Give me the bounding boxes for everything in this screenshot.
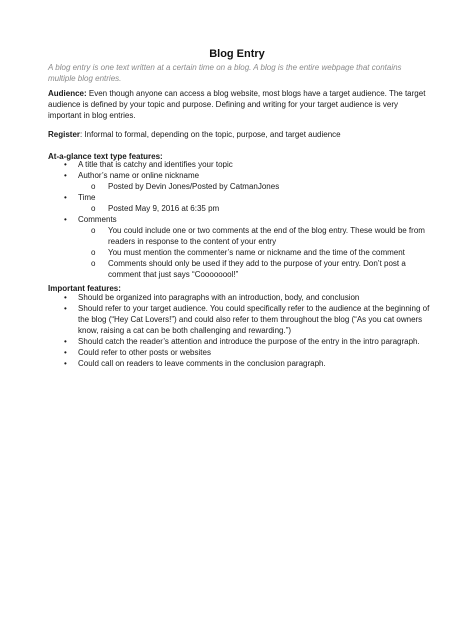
sub-list-item xyxy=(74,247,436,258)
sub-list xyxy=(78,225,436,280)
glance-heading: At-a-glance text type features: xyxy=(48,152,163,161)
list-item-text: Comments xyxy=(78,215,117,224)
audience-paragraph xyxy=(48,88,432,121)
register-paragraph xyxy=(48,129,432,140)
bullet-icon: • xyxy=(64,304,67,313)
sub-bullet-icon: o xyxy=(91,204,96,213)
sub-bullet-icon: o xyxy=(91,259,96,268)
sub-list-item-text: You could include one or two comments at the end of the blog entry. These would be from readers in response to the content of your entry xyxy=(108,226,425,246)
sub-bullet-icon: o xyxy=(91,182,96,191)
register-text: : Informal to formal, depending on the topic, purpose, and target audience xyxy=(80,130,341,139)
sub-list-item-text: Comments should only be used if they add to the purpose of your entry. Don’t post a comment that just says “Coooooool!” xyxy=(108,259,406,279)
sub-list-item xyxy=(74,181,436,192)
sub-list-item xyxy=(74,203,436,214)
list-item xyxy=(48,336,436,347)
list-item xyxy=(48,170,436,192)
sub-list-item-text: You must mention the commenter’s name or nickname and the time of the comment xyxy=(108,248,405,257)
bullet-icon: • xyxy=(64,348,67,357)
sub-list xyxy=(78,181,436,192)
audience-label: Audience: xyxy=(48,89,87,98)
list-item-text: Should be organized into paragraphs with an introduction, body, and conclusion xyxy=(78,293,360,302)
list-item-text: Should refer to your target audience. You could specifically refer to the audience at the beginning of the blog (“Hey Cat Lovers!”) and could also refer to them throughout the blog (“As you cat owners know, raising a cat can be both challenging and rewarding.”) xyxy=(78,304,430,335)
glance-list xyxy=(48,159,436,280)
bullet-icon: • xyxy=(64,337,67,346)
sub-list-item xyxy=(74,225,436,247)
sub-bullet-icon: o xyxy=(91,248,96,257)
bullet-icon: • xyxy=(64,293,67,302)
sub-list-item-text: Posted May 9, 2016 at 6:35 pm xyxy=(108,204,220,213)
audience-text: Even though anyone can access a blog website, most blogs have a target audience. The target audience is defined by your topic and purpose. Defining and writing for your target audience is very important in blog entries. xyxy=(48,89,426,120)
list-item xyxy=(48,347,436,358)
page-title: Blog Entry xyxy=(209,48,265,60)
list-item xyxy=(48,303,436,336)
register-label: Register xyxy=(48,130,81,139)
important-list xyxy=(48,292,436,369)
list-item-text: Author’s name or online nickname xyxy=(78,171,200,180)
sub-list-item xyxy=(74,258,436,280)
list-item xyxy=(48,159,436,170)
bullet-icon: • xyxy=(64,160,67,169)
important-heading: Important features: xyxy=(48,284,121,293)
list-item xyxy=(48,358,436,369)
bullet-icon: • xyxy=(64,359,67,368)
sub-list xyxy=(78,203,436,214)
list-item xyxy=(48,292,436,303)
bullet-icon: • xyxy=(64,171,67,180)
subtitle: A blog entry is one text written at a certain time on a blog. A blog is the entire webpage that contains multiple blog entries. xyxy=(48,63,402,83)
list-item xyxy=(48,214,436,280)
sub-bullet-icon: o xyxy=(91,226,96,235)
bullet-icon: • xyxy=(64,193,67,202)
list-item-text: Could refer to other posts or websites xyxy=(78,348,211,357)
list-item-text: Should catch the reader’s attention and introduce the purpose of the entry in the intro paragraph. xyxy=(78,337,420,346)
list-item-text: Time xyxy=(78,193,96,202)
list-item-text: Could call on readers to leave comments in the conclusion paragraph. xyxy=(78,359,326,368)
list-item xyxy=(48,192,436,214)
bullet-icon: • xyxy=(64,215,67,224)
sub-list-item-text: Posted by Devin Jones/Posted by CatmanJones xyxy=(108,182,280,191)
list-item-text: A title that is catchy and identifies your topic xyxy=(78,160,233,169)
